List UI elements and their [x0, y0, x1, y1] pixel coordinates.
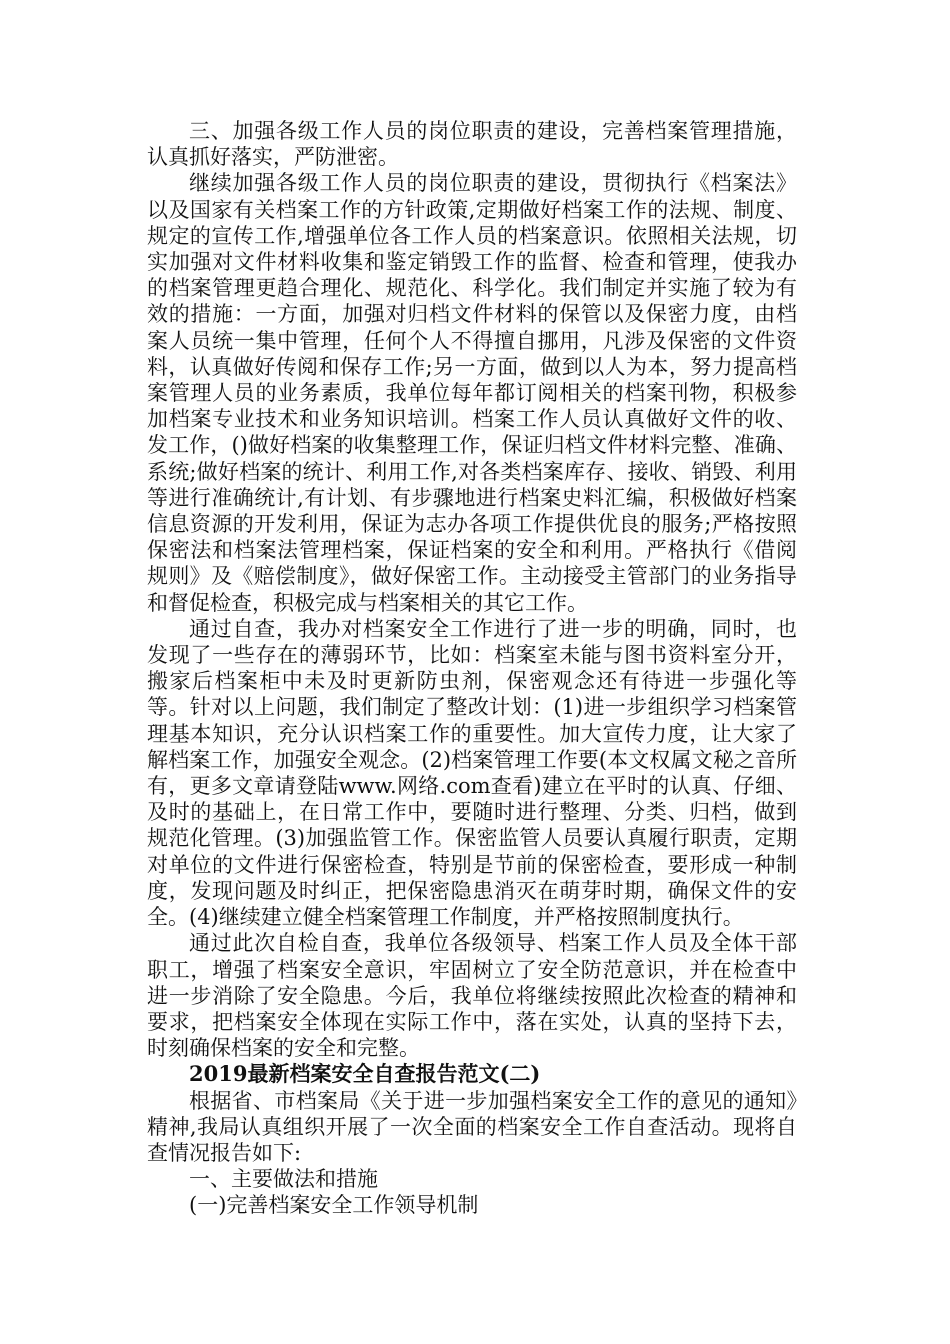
paragraph-self-check-findings: 通过自查，我办对档案安全工作进行了进一步的明确，同时，也发现了一些存在的薄弱环节，比如：档案室未能与图书资料室分开，搬家后档案柜中未及时更新防虫剂，保密观念还有待进一步强化等等。针对以上问题，我们制定了整改计划：(1)进一步组织学习档案管理基本知识，充分认识档案工作的重要性。加大宣传力度，让大家了解档案工作，加强安全观念。(2)档案管理工作要(本文权属文秘之音所有，更多文章请登陆www.网络.com查看)建立在平时的认真、仔细、及时的基础上，在日常工作中，要随时进行整理、分类、归档，做到规范化管理。(3)加强监管工作。保密监管人员要认真履行职责，定期对单位的文件进行保密检查，特别是节前的保密检查，要形成一种制度，发现问题及时纠正，把保密隐患消灭在萌芽时期，确保文件的安全。(4)继续建立健全档案管理工作制度，并严格按照制度执行。: [147, 616, 797, 930]
paragraph-archive-measures: 三、加强各级工作人员的岗位职责的建设，完善档案管理措施，认真抓好落实，严防泄密。: [147, 119, 797, 170]
section-heading: 2019最新档案安全自查报告范文(二): [189, 1061, 541, 1087]
paragraph-conclusion: 通过此次自检自查，我单位各级领导、档案工作人员及全体干部职工，增强了档案安全意识，牢固树立了安全防范意识，并在检查中进一步消除了安全隐患。今后，我单位将继续按照此次检查的精神和要求，把档案安全体现在实际工作中，落在实处，认真的坚持下去，时刻确保档案的安全和完整。: [147, 931, 797, 1061]
subheading-leadership-mechanism: (一)完善档案安全工作领导机制: [189, 1193, 479, 1218]
paragraph-intro: 根据省、市档案局《关于进一步加强档案安全工作的意见的通知》精神,我局认真组织开展了一次全面的档案安全工作自查活动。现将自查情况报告如下:: [147, 1088, 797, 1165]
subheading-main-measures: 一、主要做法和措施: [189, 1167, 378, 1192]
paragraph-responsibility-building: 继续加强各级工作人员的岗位职责的建设，贯彻执行《档案法》以及国家有关档案工作的方针政策,定期做好档案工作的法规、制度、规定的宣传工作,增强单位各工作人员的档案意识。依照相关法规，切实加强对文件材料收集和鉴定销毁工作的监督、检查和管理，使我办的档案管理更趋合理化、规范化、科学化。我们制定并实施了较为有效的措施：一方面，加强对归档文件材料的保管以及保密力度，由档案人员统一集中管理，任何个人不得擅自挪用，凡涉及保密的文件资料，认真做好传阅和保存工作;另一方面，做到以人为本，努力提高档案管理人员的业务素质，我单位每年都订阅相关的档案刊物，积极参加档案专业技术和业务知识培训。档案工作人员认真做好文件的收、发工作，()做好档案的收集整理工作，保证归档文件材料完整、准确、系统;做好档案的统计、利用工作,对各类档案库存、接收、销毁、利用等进行准确统计,有计划、有步骤地进行档案史料汇编，积极做好档案信息资源的开发利用，保证为志办各项工作提供优良的服务;严格按照保密法和档案法管理档案，保证档案的安全和利用。严格执行《借阅规则》及《赔偿制度》，做好保密工作。主动接受主管部门的业务指导和督促检查，积极完成与档案相关的其它工作。: [147, 171, 797, 615]
document-page: [147, 118, 797, 1219]
